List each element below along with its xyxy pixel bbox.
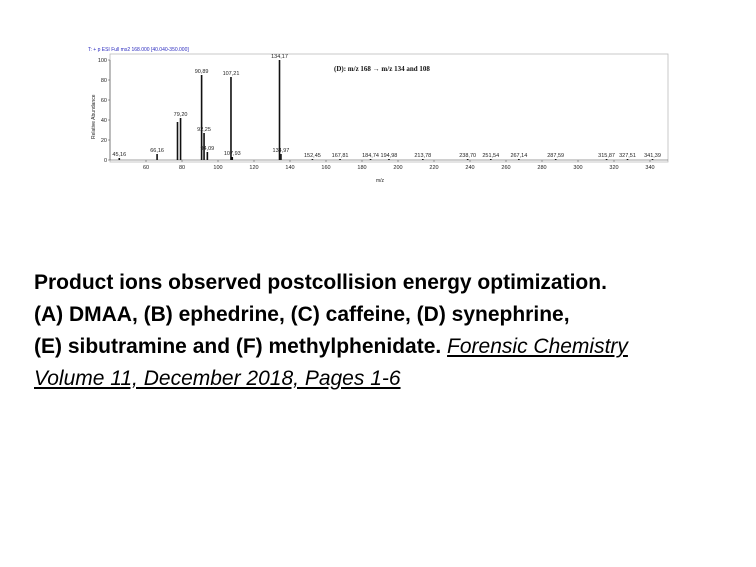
y-axis-title: Relative Abundance: [91, 94, 97, 139]
peak-label: 267,14: [510, 153, 528, 159]
peak-label: 90,89: [194, 69, 209, 75]
peak-label: 315,87: [598, 153, 615, 159]
scan-header: T: + p ESI Full ms2 168.000 [40.040-350.000]: [88, 47, 189, 53]
y-tick-label: 100: [97, 58, 107, 64]
peak-label: 251,54: [482, 153, 500, 159]
x-tick-label: 180: [357, 165, 367, 171]
peak-label: 107,93: [223, 151, 241, 157]
peak-label: 184,74: [362, 153, 379, 159]
x-tick-label: 120: [249, 165, 259, 171]
peak-label: 167,81: [331, 153, 349, 159]
caption-line-1: Product ions observed postcollision energy optimization.: [34, 271, 607, 294]
x-tick-label: 220: [429, 165, 439, 171]
peak-label: 66,16: [150, 148, 164, 154]
citation-link-part-2[interactable]: Volume 11, December 2018, Pages 1-6: [34, 367, 401, 390]
x-tick-label: 60: [142, 165, 150, 171]
peak-label: 94,09: [200, 146, 215, 152]
peak-label: 152,45: [303, 153, 321, 159]
peak-label: 134,17: [271, 54, 288, 60]
citation-link-part-1[interactable]: Forensic Chemistry: [447, 335, 628, 358]
peak-label: 92,25: [197, 127, 211, 133]
figure-caption: [34, 267, 734, 395]
x-tick-label: 80: [178, 165, 186, 171]
x-axis-title: m/z: [375, 178, 385, 184]
y-tick-label: 40: [100, 118, 107, 124]
x-tick-label: 260: [501, 165, 511, 171]
mass-spectrum-chart: [86, 44, 670, 186]
y-tick-label: 0: [103, 158, 107, 164]
x-tick-label: 300: [573, 165, 583, 171]
peak-label: 79,20: [173, 112, 188, 118]
y-tick-label: 20: [100, 138, 107, 144]
transition-annotation: (D): m/z 168 → m/z 134 and 108: [334, 65, 430, 73]
peak-label: 194,98: [380, 153, 398, 159]
caption-line-3: (E) sibutramine and (F) methylphenidate.: [34, 335, 442, 358]
x-tick-label: 160: [321, 165, 331, 171]
x-tick-label: 140: [285, 165, 295, 171]
x-tick-label: 340: [645, 165, 655, 171]
peak-label: 287,59: [547, 153, 565, 159]
x-tick-label: 200: [393, 165, 403, 171]
x-tick-label: 100: [213, 165, 223, 171]
spectrum-svg: [86, 44, 670, 186]
peak-label: 341,39: [644, 153, 661, 159]
y-tick-label: 80: [100, 78, 107, 84]
peak-label: 238,70: [459, 153, 477, 159]
peak-label: 327,51: [619, 153, 636, 159]
peak-label: 213,78: [414, 153, 432, 159]
x-tick-label: 320: [609, 165, 619, 171]
peak-label: 107,21: [222, 71, 240, 77]
y-ticks: [98, 58, 110, 164]
peak-label: 45,16: [112, 152, 127, 158]
caption-line-2: (A) DMAA, (B) ephedrine, (C) caffeine, (D) synephrine,: [34, 303, 570, 326]
x-tick-label: 280: [537, 165, 547, 171]
peak-label: 134,97: [272, 148, 290, 154]
y-tick-label: 60: [100, 98, 107, 104]
x-tick-label: 240: [465, 165, 475, 171]
